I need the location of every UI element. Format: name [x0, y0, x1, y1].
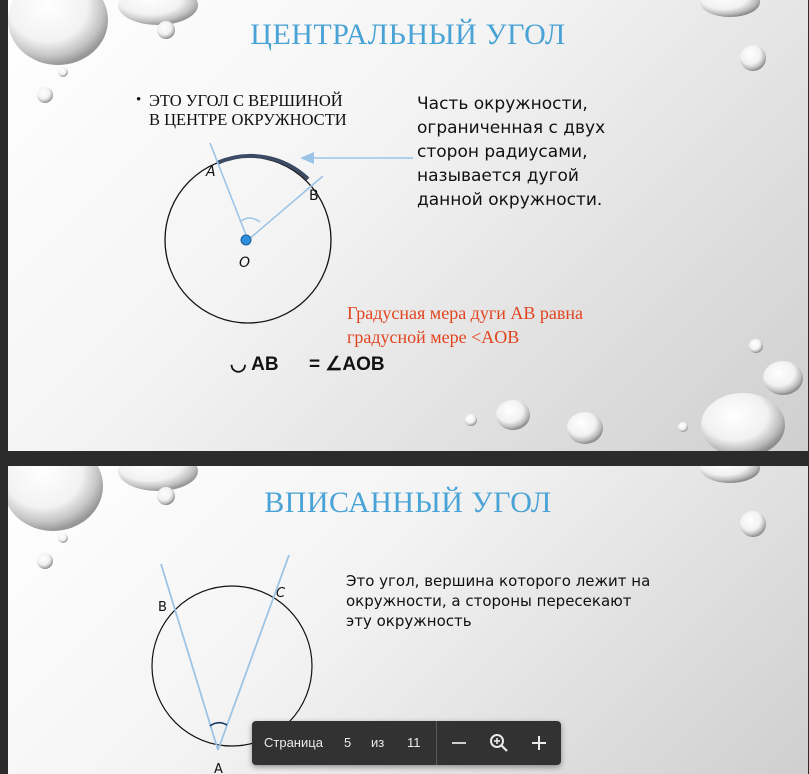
angle-mark	[210, 723, 227, 726]
slide-central-angle	[8, 0, 808, 451]
slide-title: ЦЕНТРАЛЬНЫЙ УГОЛ	[250, 18, 566, 51]
toolbar-divider	[436, 721, 437, 765]
label-a: A	[214, 762, 223, 774]
current-page-input[interactable]: 5	[344, 735, 352, 750]
bullet-line-1: ЭТО УГОЛ С ВЕРШИНОЙ	[149, 91, 343, 110]
zoom-fit-button[interactable]	[485, 729, 513, 757]
center-point	[241, 235, 251, 245]
central-angle-diagram	[8, 0, 808, 451]
slide-title: ВПИСАННЫЙ УГОЛ	[264, 486, 552, 519]
zoom-icon	[485, 729, 513, 757]
minus-icon	[445, 729, 473, 757]
arc-definition-text: Часть окружности, ограниченная с двух сторон радиусами, называется дугой данной окружности.	[417, 94, 606, 210]
arc-ab	[217, 156, 308, 179]
degree-measure-text: Градусная мера дуги АВ равна градусной мере <AOB	[347, 303, 583, 347]
zoom-in-button[interactable]	[525, 729, 553, 757]
pointer-arrowhead	[300, 152, 314, 164]
label-c: C	[276, 586, 286, 601]
of-label: из	[371, 735, 385, 750]
label-o: O	[239, 255, 251, 271]
total-pages: 11	[407, 735, 421, 750]
bullet-mark: •	[136, 92, 142, 108]
angle-mark	[240, 218, 260, 222]
formula-angle: = ∠AOB	[309, 354, 385, 375]
label-b: B	[158, 600, 167, 615]
bullet-line-2: В ЦЕНТРЕ ОКРУЖНОСТИ	[149, 110, 347, 129]
page-navigation-toolbar	[252, 721, 561, 765]
page-label: Страница	[264, 735, 323, 750]
radius-ob	[248, 176, 323, 240]
inscribed-definition-text: Это угол, вершина которого лежит на окружности, а стороны пересекают эту окружность	[346, 572, 651, 630]
plus-icon	[525, 729, 553, 757]
label-b: B	[309, 188, 319, 204]
formula-arc: ◡ AB	[230, 354, 279, 375]
zoom-out-button[interactable]	[445, 729, 473, 757]
side-ab	[161, 564, 218, 750]
label-a: A	[206, 164, 216, 180]
